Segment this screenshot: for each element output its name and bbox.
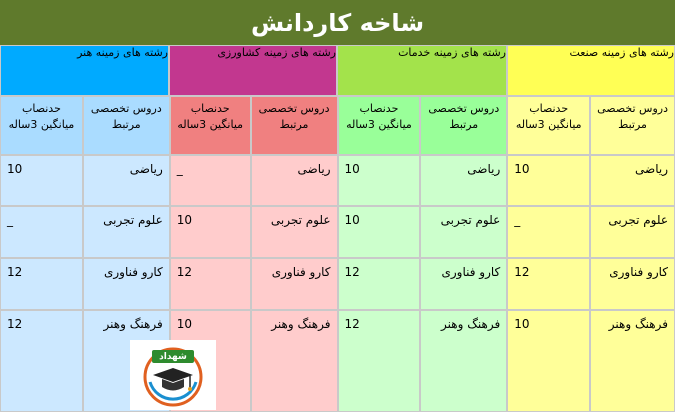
group-header-agriculture: رشته های زمینه کشاورزی xyxy=(169,45,337,96)
sub-header-threshold: حدنصاب میانگین 3ساله xyxy=(170,96,251,155)
table-cell: علوم تجربی xyxy=(251,206,338,258)
sub-header-row xyxy=(0,96,675,155)
table-cell: ریاضی xyxy=(83,155,170,206)
sub-header-threshold: حدنصاب میانگین 3ساله xyxy=(338,96,421,155)
logo-text: شهداد xyxy=(159,352,187,362)
table-cell: 10 xyxy=(0,155,83,206)
sub-header-threshold: حدنصاب میانگین 3ساله xyxy=(507,96,590,155)
group-header-industry: رشته های زمینه صنعت xyxy=(507,45,675,96)
table-cell: _ xyxy=(507,206,590,258)
table-cell: 12 xyxy=(0,310,83,412)
page-title: شاخه کاردانش xyxy=(0,0,675,45)
table-cell: 10 xyxy=(338,155,421,206)
table-cell: 10 xyxy=(507,155,590,206)
table-cell: 10 xyxy=(170,206,251,258)
sub-header-courses: دروس تخصصی مرتبط xyxy=(590,96,675,155)
table-cell: 10 xyxy=(507,310,590,412)
group-header-art: رشته های زمینه هنر xyxy=(0,45,169,96)
sub-header-courses: دروس تخصصی مرتبط xyxy=(251,96,338,155)
table-cell: 12 xyxy=(170,258,251,310)
courses-table xyxy=(0,45,675,412)
table-cell: علوم تجربی xyxy=(420,206,507,258)
table-cell: کارو فناوری xyxy=(420,258,507,310)
sub-header-courses: دروس تخصصی مرتبط xyxy=(83,96,170,155)
table-cell: ریاضی xyxy=(590,155,675,206)
table-cell: ریاضی xyxy=(420,155,507,206)
table-cell: 12 xyxy=(507,258,590,310)
group-header-row xyxy=(0,45,675,96)
sub-header-courses: دروس تخصصی مرتبط xyxy=(420,96,507,155)
table-cell: فرهنگ وهنر xyxy=(83,310,170,412)
group-header-services: رشته های زمینه خدمات xyxy=(337,45,507,96)
table-cell: فرهنگ وهنر xyxy=(251,310,338,412)
table-cell: علوم تجربی xyxy=(590,206,675,258)
table-cell: کارو فناوری xyxy=(251,258,338,310)
table-row xyxy=(0,310,675,412)
table-row xyxy=(0,258,675,310)
table-cell: _ xyxy=(170,155,251,206)
table-cell: 12 xyxy=(338,310,421,412)
table-cell: کارو فناوری xyxy=(83,258,170,310)
sub-header-threshold: حدنصاب میانگین 3ساله xyxy=(0,96,83,155)
table-cell: علوم تجربی xyxy=(83,206,170,258)
table-cell: 12 xyxy=(0,258,83,310)
table-row xyxy=(0,206,675,258)
table-cell: ریاضی xyxy=(251,155,338,206)
table-row xyxy=(0,155,675,206)
table-cell: کارو فناوری xyxy=(590,258,675,310)
table-cell: _ xyxy=(0,206,83,258)
shahdad-logo xyxy=(130,340,216,410)
table-cell: 10 xyxy=(170,310,251,412)
table-cell: 10 xyxy=(338,206,421,258)
table-cell: فرهنگ وهنر xyxy=(590,310,675,412)
table-cell: 12 xyxy=(338,258,421,310)
table-cell: فرهنگ وهنر xyxy=(420,310,507,412)
